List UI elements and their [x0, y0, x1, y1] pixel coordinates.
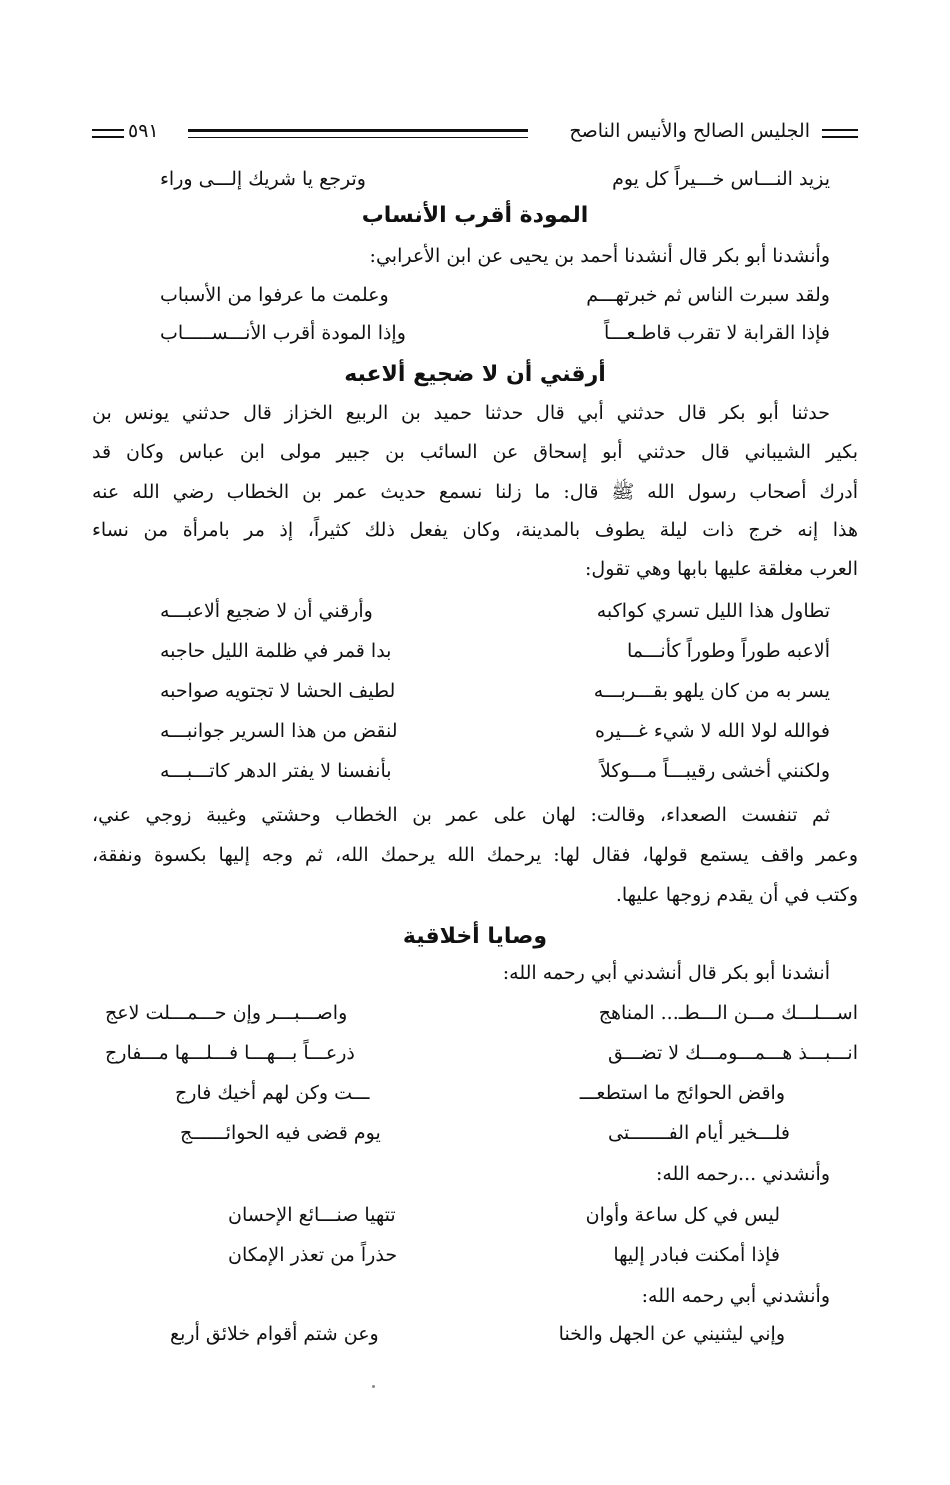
section2-verse-2-left: بدا قمر في ظلمة الليل حاجبه — [160, 640, 392, 662]
section3-verse-2-right: انـــبـــذ هـــمـــومـــك لا تضـــق — [607, 1042, 858, 1064]
page-number: ٥٩١ — [128, 120, 159, 142]
section1-heading: المودة أقرب الأنساب — [361, 203, 589, 228]
section3-intro: أنشدنا أبو بكر قال أنشدني أبي رحمه الله: — [502, 962, 830, 984]
section3-heading: وصايا أخلاقية — [402, 924, 548, 949]
section3-verse-3-right: واقض الحوائج ما استطعـــ — [579, 1082, 785, 1104]
stray-dot — [372, 1385, 375, 1388]
section1-verse-1-left: وعلمت ما عرفوا من الأسباب — [160, 284, 389, 306]
section2-prose-line-3: أدرك أصحاب رسول الله ﷺ قال: ما زلنا نسمع حديث عمر بن الخطاب رضي الله عنه — [92, 481, 858, 503]
section3-verse-2-left: ذرعـــاً بـــهـــا فـــلـــها مـــفارج — [105, 1042, 355, 1064]
section3-verse3-1-left: وعن شتم أقوام خلائق أربع — [170, 1323, 379, 1345]
section1-verse-2-left: وإذا المودة أقرب الأنـــســـــاب — [160, 322, 406, 344]
section2-verse-5-left: بأنفسنا لا يفتر الدهر كاتـــبـــه — [160, 760, 392, 782]
section3-verse-4-right: فلـــخير أيام الفـــــــتى — [608, 1122, 790, 1144]
header-dash-right — [822, 129, 858, 138]
section3-verse3-1-right: وإني ليثنيني عن الجهل والخنا — [558, 1323, 785, 1345]
section2-verse-2-right: ألاعبه طوراً وطوراً كأنـــما — [626, 640, 830, 662]
section2-closing-line-1: ثم تنفست الصعداء، وقالت: لهان على عمر بن الخطاب وحشتي وغيبة زوجي عني، — [92, 804, 830, 826]
section2-prose-line-2: بكير الشيباني قال حدثني أبو إسحاق عن السائب بن جبير مولى ابن عباس وكان قد — [92, 441, 858, 463]
section2-verse-3-left: لطيف الحشا لا تجتويه صواحبه — [160, 680, 396, 702]
section2-verse-5-right: ولكنني أخشى رقيبـــاً مـــوكلاً — [600, 760, 830, 782]
section2-prose-line-1: حدثنا أبو بكر قال حدثني أبي قال حدثنا حميد بن الربيع الخزاز قال حدثني يونس بن — [92, 402, 830, 424]
section3-verse-3-left: ـــت وكن لهم أخيك فارج — [175, 1082, 370, 1104]
section1-verse-1-right: ولقد سبرت الناس ثم خبرتهـــم — [586, 284, 830, 306]
section1-intro: وأنشدنا أبو بكر قال أنشدنا أحمد بن يحيى عن ابن الأعرابي: — [369, 245, 830, 267]
section2-prose-line-4: هذا إنه خرج ذات ليلة يطوف بالمدينة، وكان يفعل ذلك كثيراً، إذ مر بامرأة من نساء — [92, 519, 858, 541]
verse-top-left: وترجع يا شريك إلـــى وراء — [160, 168, 366, 190]
verse-top-right: يزيد النـــاس خـــيراً كل يوم — [612, 168, 830, 190]
header-dash-left — [92, 129, 124, 138]
section2-verse-3-right: يسر به من كان يلهو بقـــربـــه — [593, 680, 830, 702]
section3-verse-1-right: اســـلـــك مـــن الـــطـ... المناهج — [598, 1002, 858, 1024]
running-header — [92, 118, 858, 150]
section3-verse2-1-right: ليس في كل ساعة وأوان — [585, 1204, 780, 1226]
section2-verse-4-right: فوالله لولا الله لا شيء غـــيره — [595, 720, 830, 742]
section3-intro-3: وأنشدني أبي رحمه الله: — [641, 1285, 830, 1307]
section3-verse2-2-left: حذراً من تعذر الإمكان — [228, 1244, 398, 1266]
section2-heading: أرقني أن لا ضجيع ألاعبه — [344, 362, 606, 387]
section3-intro-2: وأنشدني ...رحمه الله: — [655, 1163, 830, 1185]
section1-verse-2-right: فإذا القرابة لا تقرب قاطـعـــاً — [603, 322, 830, 344]
section2-prose-line-5: العرب مغلقة عليها بابها وهي تقول: — [584, 558, 858, 580]
section3-verse-4-left: يوم قضى فيه الحوائــــــج — [180, 1122, 381, 1144]
header-title: الجليس الصالح والأنيس الناصح — [569, 120, 810, 142]
header-rule — [188, 129, 528, 138]
section2-verse-4-left: لنقض من هذا السرير جوانبـــه — [160, 720, 398, 742]
section2-verse-1-left: وأرقني أن لا ضجيع ألاعبـــه — [160, 600, 373, 622]
section2-closing-line-3: وكتب في أن يقدم زوجها عليها. — [615, 884, 858, 906]
section3-verse-1-left: واصـــبـــر وإن حـــمـــلت لاعج — [105, 1002, 348, 1024]
section2-closing-line-2: وعمر واقف يستمع قولها، فقال لها: يرحمك الله يرحمك الله، ثم وجه إليها بكسوة ونفقة، — [92, 844, 858, 866]
section3-verse2-2-right: فإذا أمكنت فبادر إليها — [613, 1244, 780, 1266]
section3-verse2-1-left: تتهيا صنـــائع الإحسان — [228, 1204, 396, 1226]
section2-verse-1-right: تطاول هذا الليل تسري كواكبه — [596, 600, 830, 622]
